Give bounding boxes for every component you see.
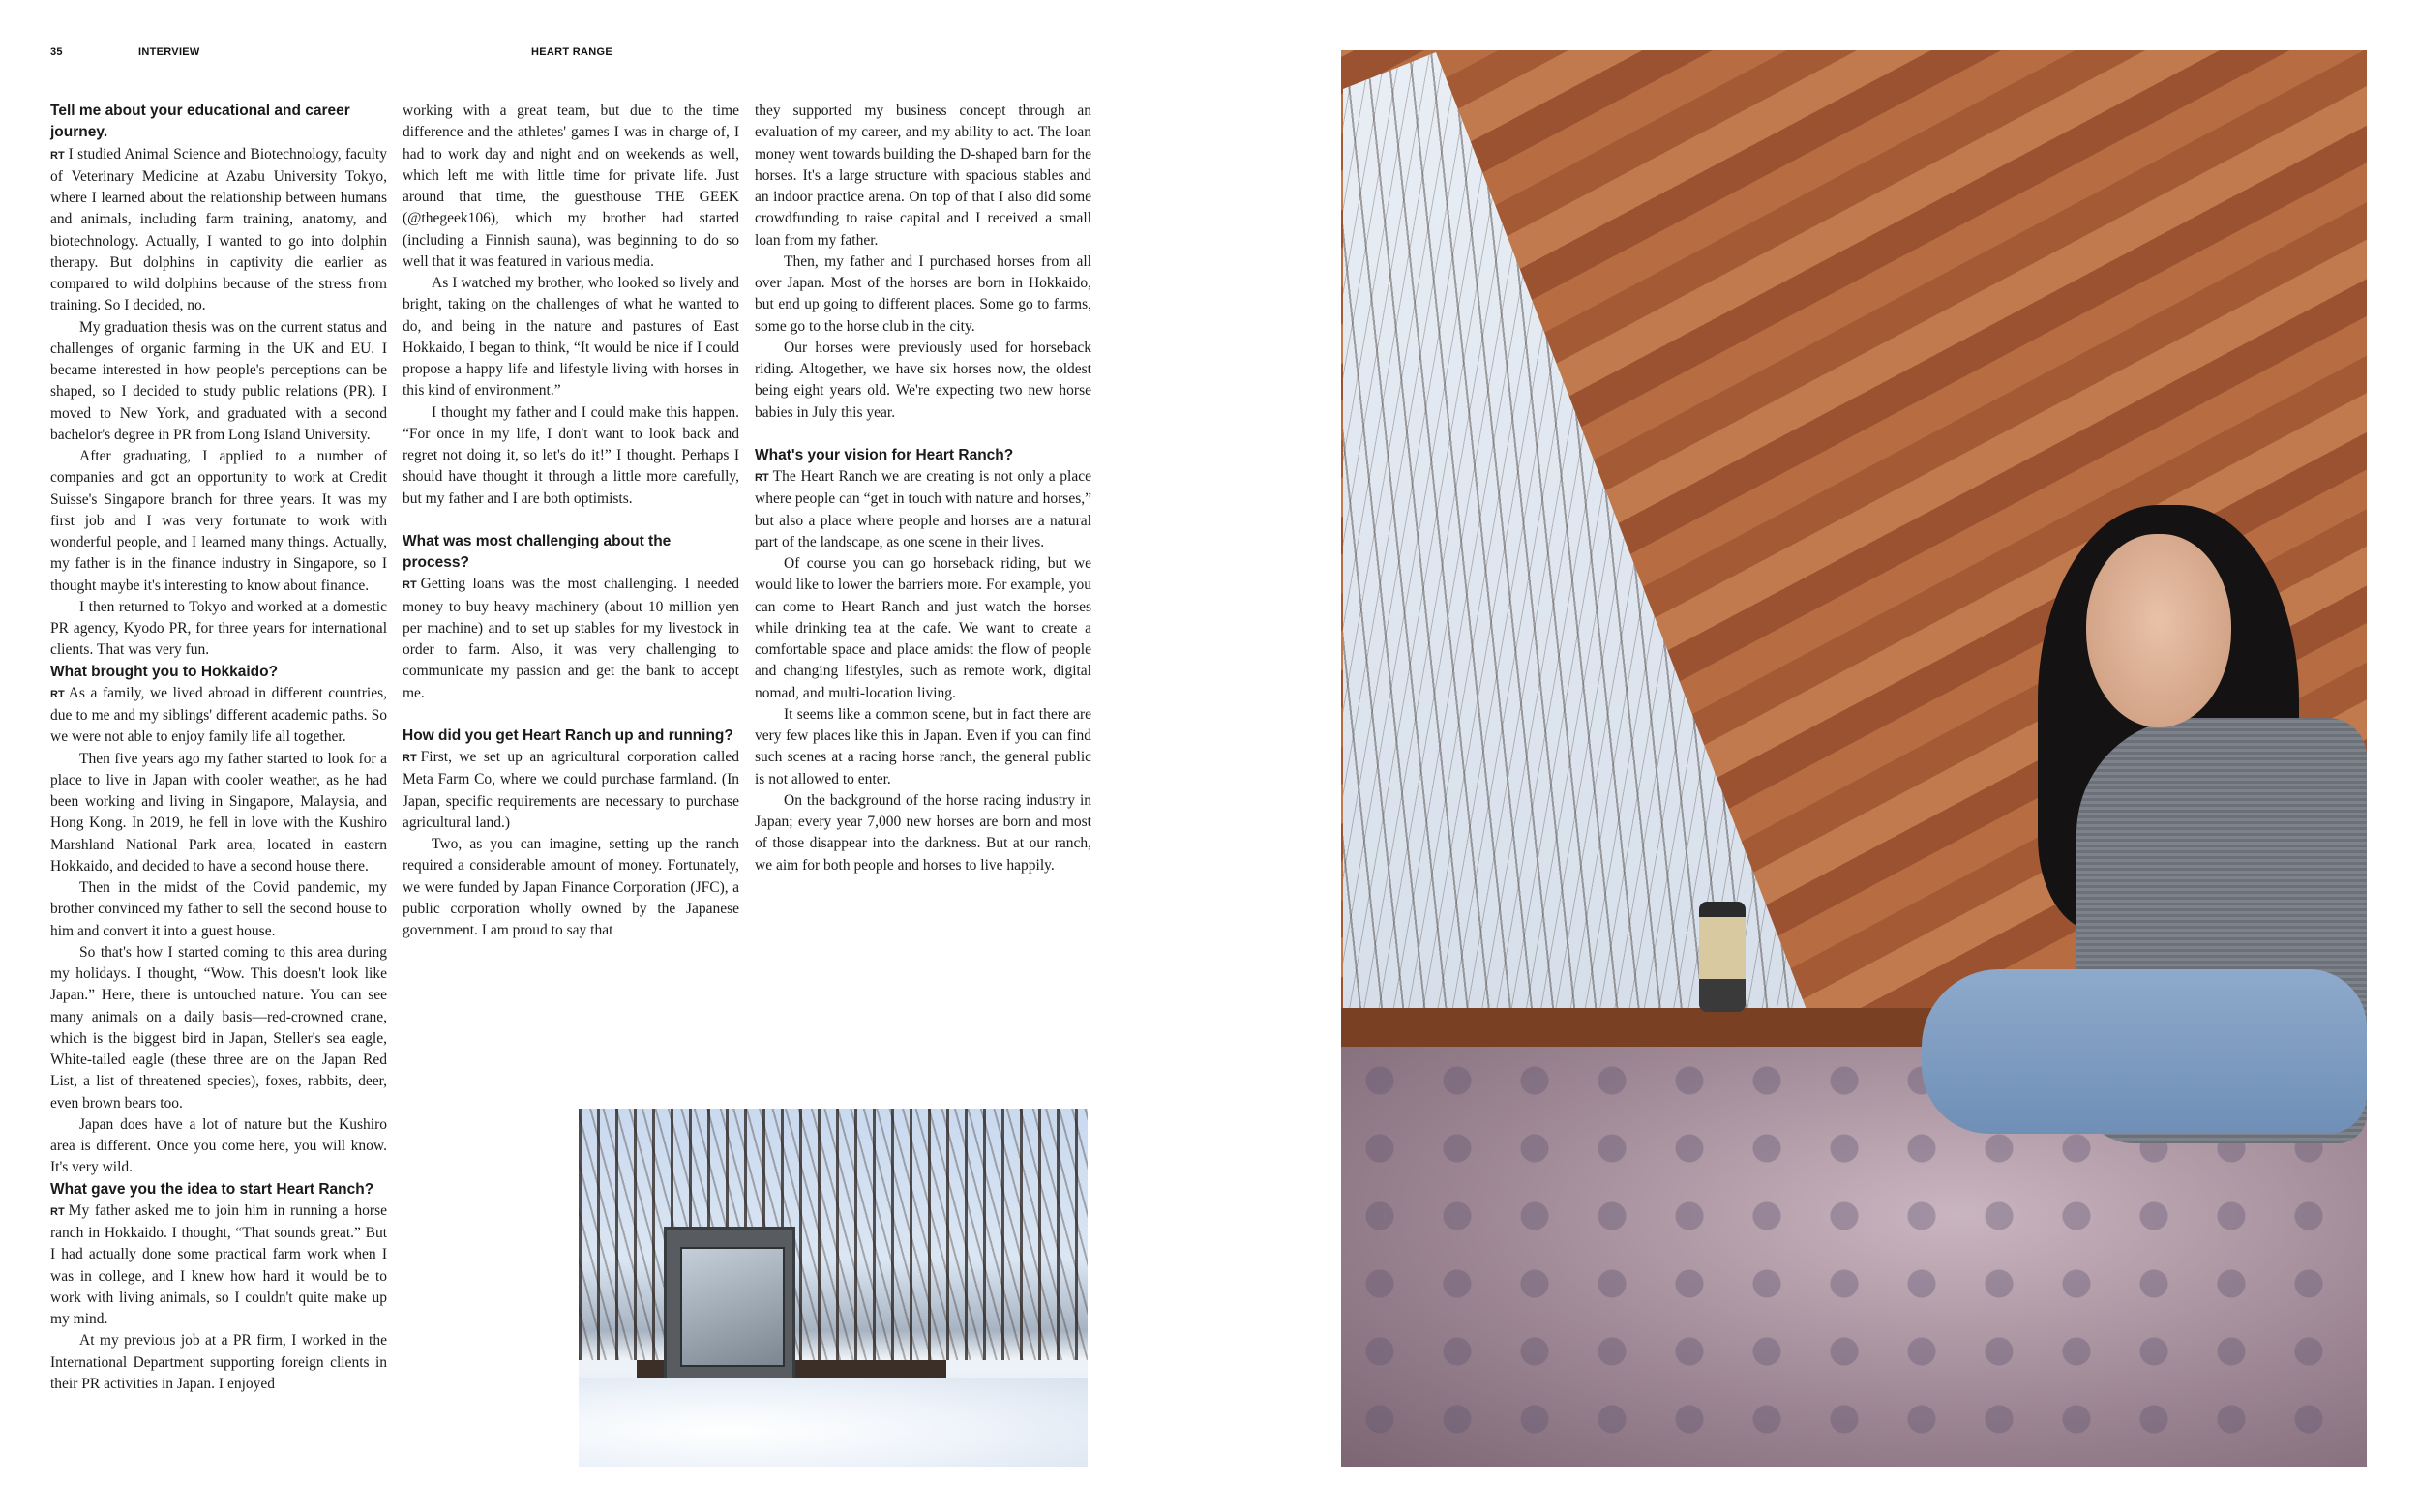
section-label: INTERVIEW [138, 46, 200, 58]
article-column-1 [50, 101, 387, 1395]
paragraph: working with a great team, but due to the time difference and the athletes' games I was in charge of, I had to work day and night and on weekends as well, which left me with little time for private life. Just around that time, the guesthouse THE GEEK (@thegeek106), which my brother had started (including a Finnish sauna), was beginning to do so well that it was featured in various media. [403, 103, 739, 270]
question-heading: What's your vision for Heart Ranch? [755, 446, 1014, 463]
speaker-tag: RT [403, 753, 417, 764]
paragraph: Then five years ago my father started to look for a place to live in Japan with cooler weather, as he had been working and living in Singapore, Malaysia, and Hong Kong. In 2019, he fell in love with the Kushiro Marshland National Park area, located in eastern Hokkaido, and decided to have a second house there. [50, 750, 387, 875]
paragraph: Then in the midst of the Covid pandemic, my brother convinced my father to sell the second house to him and convert it into a guest house. [50, 879, 387, 939]
portrait-photo [1341, 50, 2367, 1467]
paragraph: As I watched my brother, who looked so lively and bright, taking on the challenges of what he wanted to do, and being in the nature and pastures of East Hokkaido, I began to think, “It would be nice if I could propose a happy life and lifestyle living with horses in this kind of environment.” [403, 275, 739, 400]
paragraph: So that's how I started coming to this area during my holidays. I thought, “Wow. This doesn't look like Japan.” Here, there is untouched nature. You can see many animals on a daily basis—red-crowned crane, which is the biggest bird in Japan, Steller's sea eagle, White-tailed eagle (these three are on the Japan Red List, a list of threatened species), foxes, rabbits, deer, even brown bears too. [50, 943, 387, 1112]
question-heading: What was most challenging about the process? [403, 532, 672, 571]
speaker-tag: RT [50, 1205, 65, 1218]
paragraph: It seems like a common scene, but in fact there are very few places like this in Japan. Even if you can find such scenes at a racing horse ranch, the general public is not allowed to enter. [755, 705, 1091, 787]
cabin-photo [579, 1109, 1088, 1467]
answer-paragraph: RT My father asked me to join him in running a horse ranch in Hokkaido. I thought, “That sounds great.” But I had actually done some practical farm work when I was in college, and I knew how hard it would be to work with living animals, so I couldn't quite make up my mind. [50, 1201, 387, 1327]
winter-branches [1341, 50, 1825, 1037]
question-heading: How did you get Heart Ranch up and running? [403, 726, 733, 744]
paragraph: Japan does have a lot of nature but the Kushiro area is different. Once you come here, you will know. It's very wild. [50, 1115, 387, 1176]
paragraph: Of course you can go horseback riding, but we would like to lower the barriers more. For example, you can come to Heart Ranch and just watch the horses while drinking tea at the cafe. We want to create a comfortable space and place amidst the flow of people and changing lifestyles, such as remote work, digital nomad, and multi-location living. [755, 555, 1091, 701]
woman-face [2086, 534, 2231, 727]
lantern [1699, 902, 1746, 1012]
paragraph: At my previous job at a PR firm, I worked in the International Department supporting foreign clients in their PR activities in Japan. I enjoyed [50, 1332, 387, 1392]
answer-paragraph: RT I studied Animal Science and Biotechnology, faculty of Veterinary Medicine at Azabu University Tokyo, where I learned about the relationship between humans and animals, including farm training, anatomy, and biotechnology. Actually, I wanted to go into dolphin therapy. But dolphins in captivity die earlier as compared to wild dolphins because of the stress from training. So I decided, no. [50, 145, 387, 314]
article-column-2 [403, 101, 739, 941]
cabin [664, 1227, 795, 1391]
paragraph: they supported my business concept through an evaluation of my career, and my ability to act. The loan money went towards building the D-shaped barn for the horses. It's a large structure with spacious stables and an indoor practice arena. On top of that I also did some crowdfunding to raise capital and I received a small loan from my father. [755, 103, 1091, 249]
question-heading: What brought you to Hokkaido? [50, 663, 279, 680]
speaker-tag: RT [50, 688, 65, 700]
speaker-tag: RT [50, 149, 65, 162]
paragraph: I then returned to Tokyo and worked at a domestic PR agency, Kyodo PR, for three years for international clients. That was very fun. [50, 598, 387, 659]
answer-paragraph: RT First, we set up an agricultural corporation called Meta Farm Co, where we could purchase farmland. (In Japan, specific requirements are necessary to purchase agricultural land.) [403, 749, 739, 831]
question-heading: What gave you the idea to start Heart Ranch? [50, 1180, 374, 1198]
paragraph: On the background of the horse racing industry in Japan; every year 7,000 new horses are born and most of those disappear into the darkness. But at our ranch, we aim for both people and horses to live happily. [755, 791, 1091, 874]
paragraph: After graduating, I applied to a number of companies and got an opportunity to work at Credit Suisse's Singapore branch for three years. It was my first job and I was very fortunate to work with wonderful people, and I learned many things. Actually, my father is in the finance industry in Singapore, so I thought maybe it's interesting to know about finance. [50, 448, 387, 594]
speaker-tag: RT [755, 472, 769, 484]
answer-paragraph: RT The Heart Ranch we are creating is not only a place where people can “get in touch with nature and horses,” but also a place where people and horses are a natural part of the landscape, as one scene in their lives. [755, 468, 1091, 550]
woman-jeans [1922, 969, 2367, 1134]
answer-paragraph: RT As a family, we lived abroad in different countries, due to me and my siblings' different academic paths. So we were not able to enjoy family life all together. [50, 684, 387, 746]
snow-ground [579, 1378, 1088, 1467]
running-title: HEART RANGE [531, 46, 612, 58]
forest-trees [579, 1109, 1088, 1360]
paragraph: I thought my father and I could make this happen. “For once in my life, I don't want to look back and regret not doing it, so let's do it!” I thought. Perhaps I should have thought it through a little more carefully, but my father and I are both optimists. [403, 403, 739, 507]
speaker-tag: RT [403, 579, 417, 592]
paragraph: Our horses were previously used for horseback riding. Altogether, we have six horses now, the oldest being eight years old. We're expecting two new horse babies in July this year. [755, 339, 1091, 421]
question-heading: Tell me about your educational and career journey. [50, 103, 350, 141]
paragraph: Two, as you can imagine, setting up the ranch required a considerable amount of money. Fortunately, we were funded by Japan Finance Corporation (JFC), a public corporation wholly owned by the Japanese government. I am proud to say that [403, 836, 739, 938]
page-number: 35 [50, 46, 63, 58]
answer-paragraph: RT Getting loans was the most challenging. I needed money to buy heavy machinery (about 10 million yen per machine) and to set up stables for my livestock in order to farm. Also, it was very challenging to communicate my passion and get the bank to accept me. [403, 576, 739, 701]
paragraph: My graduation thesis was on the current status and challenges of organic farming in the UK and EU. I became interested in how people's perceptions can be shaped, so I decided to study public relations (PR). I moved to New York, and graduated with a second bachelor's degree in PR from Long Island University. [50, 318, 387, 443]
cabin-window [680, 1247, 785, 1367]
paragraph: Then, my father and I purchased horses from all over Japan. Most of the horses are born in Hokkaido, but end up going to different places. Some go to farms, some go to the horse club in the city. [755, 252, 1091, 335]
article-column-3 [755, 101, 1091, 876]
